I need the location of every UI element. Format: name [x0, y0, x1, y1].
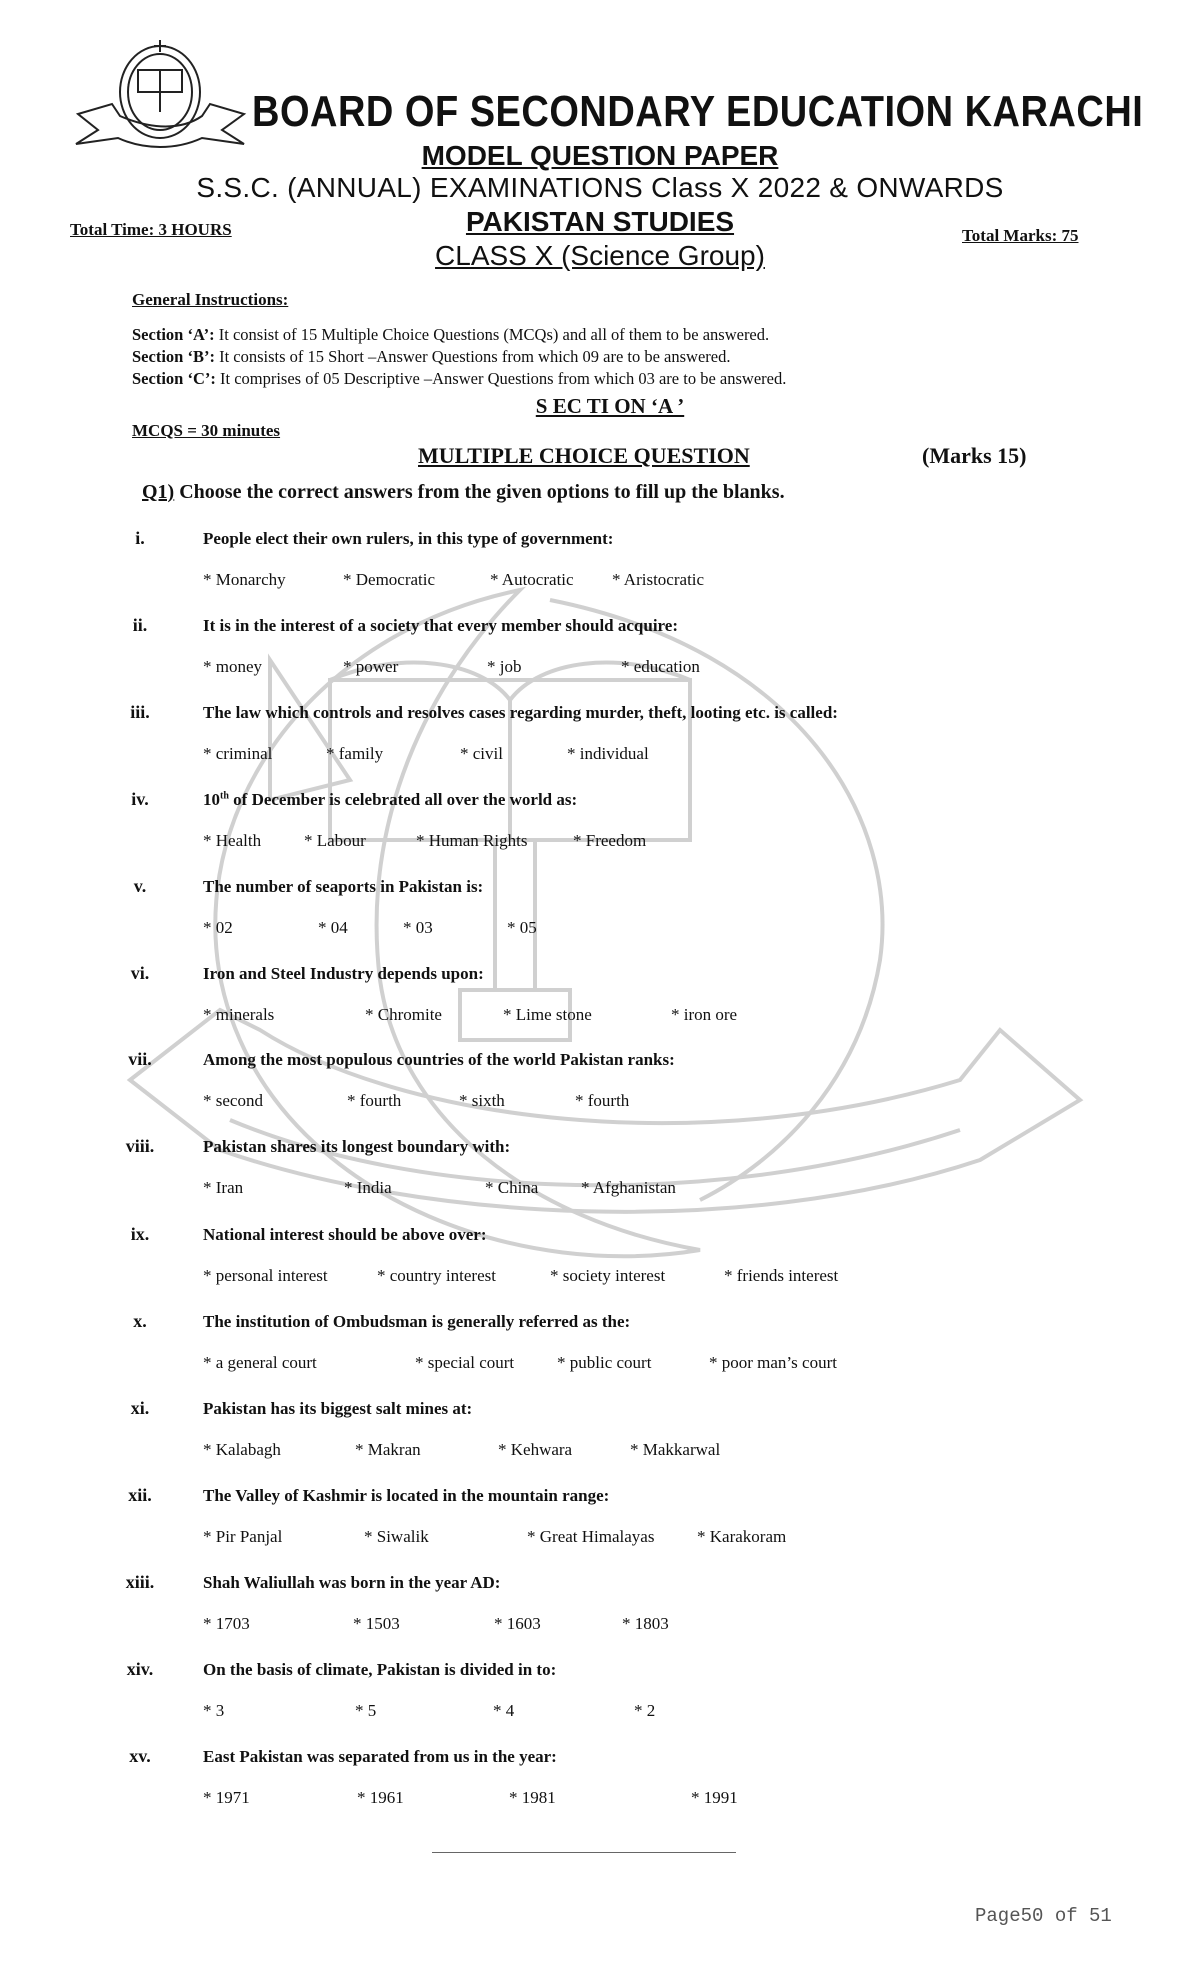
question-text: East Pakistan was separated from us in the year: — [203, 1747, 557, 1766]
question-text: It is in the interest of a society that every member should acquire: — [203, 616, 678, 635]
option: * 4 — [493, 1701, 515, 1720]
option: * 02 — [203, 918, 233, 937]
option: * Kehwara — [498, 1440, 573, 1459]
option: * 3 — [203, 1701, 225, 1720]
option: * Chromite — [365, 1005, 442, 1024]
option: * Lime stone — [503, 1005, 592, 1024]
option: * Makran — [355, 1440, 421, 1459]
option: * special court — [415, 1353, 515, 1372]
option: * Freedom — [573, 831, 647, 850]
option: * individual — [567, 744, 649, 763]
subject-title: PAKISTAN STUDIES — [465, 206, 735, 237]
option: * friends interest — [724, 1266, 839, 1285]
option: * India — [344, 1178, 392, 1197]
question-number: xii. — [128, 1485, 152, 1505]
option: * a general court — [203, 1353, 317, 1372]
option: * 04 — [318, 918, 348, 937]
mcq-marks: (Marks 15) — [922, 443, 1027, 468]
question-number: iv. — [131, 789, 149, 809]
option: * 1703 — [203, 1614, 250, 1633]
question-text: The number of seaports in Pakistan is: — [203, 877, 484, 896]
option: * Aristocratic — [612, 570, 705, 589]
option: * 1603 — [494, 1614, 541, 1633]
option: * society interest — [550, 1266, 666, 1285]
question-text: The law which controls and resolves cases regarding murder, theft, looting etc. is called: — [203, 703, 838, 722]
option: * public court — [557, 1353, 652, 1372]
option: * 1803 — [622, 1614, 669, 1633]
option: * China — [485, 1178, 539, 1197]
option: * 2 — [634, 1701, 656, 1720]
instruction-section-b: Section ‘B’: It consists of 15 Short –Answer Questions from which 09 are to be answered. — [132, 347, 731, 366]
total-marks: Total Marks: 75 — [962, 226, 1079, 245]
question-text: 10th of December is celebrated all over the world as: — [203, 790, 578, 809]
option: * Kalabagh — [203, 1440, 281, 1459]
option: * fourth — [347, 1091, 402, 1110]
question-text: On the basis of climate, Pakistan is divided in to: — [203, 1660, 557, 1679]
question-number: vi. — [130, 963, 150, 983]
option: * Siwalik — [364, 1527, 429, 1546]
option: * fourth — [575, 1091, 630, 1110]
instruction-section-c: Section ‘C’: It comprises of 05 Descriptive –Answer Questions from which 03 are to be answered. — [132, 369, 787, 388]
section-a-title: S EC TI ON ‘A ’ — [535, 394, 685, 418]
option: * Afghanistan — [581, 1178, 676, 1197]
question-text: Shah Waliullah was born in the year AD: — [203, 1573, 501, 1592]
option: * Great Himalayas — [527, 1527, 655, 1546]
option: * Monarchy — [203, 570, 286, 589]
option: * Democratic — [343, 570, 436, 589]
option: * 1991 — [691, 1788, 738, 1807]
question-text: National interest should be above over: — [203, 1225, 487, 1244]
total-time: Total Time: 3 HOURS — [70, 220, 232, 239]
option: * personal interest — [203, 1266, 328, 1285]
option: * Karakoram — [697, 1527, 787, 1546]
option: * 1961 — [357, 1788, 404, 1807]
option: * civil — [460, 744, 503, 763]
question-text: Pakistan shares its longest boundary with: — [203, 1137, 511, 1156]
option: * power — [343, 657, 399, 676]
option: * job — [487, 657, 522, 676]
end-rule — [432, 1852, 736, 1853]
option: * education — [621, 657, 700, 676]
question-number: vii. — [128, 1049, 152, 1069]
option: * Pir Panjal — [203, 1527, 283, 1546]
question-text: Iron and Steel Industry depends upon: — [203, 964, 484, 983]
question-number: xiii. — [125, 1572, 155, 1592]
exam-title: S.S.C. (ANNUAL) EXAMINATIONS Class X 2022 & ONWARDS — [196, 172, 1004, 203]
option: * poor man’s court — [709, 1353, 837, 1372]
mcq-time: MCQS = 30 minutes — [132, 421, 281, 440]
option: * Iran — [203, 1178, 244, 1197]
option: * Autocratic — [490, 570, 574, 589]
option: * family — [326, 744, 384, 763]
option: * Makkarwal — [630, 1440, 721, 1459]
question-number: x. — [133, 1311, 147, 1331]
option: * country interest — [377, 1266, 496, 1285]
question-text: Among the most populous countries of the world Pakistan ranks: — [203, 1050, 675, 1069]
option: * 1981 — [509, 1788, 556, 1807]
option: * Labour — [304, 831, 366, 850]
option: * iron ore — [671, 1005, 738, 1024]
question-number: xi. — [130, 1398, 150, 1418]
question-number: ii. — [132, 615, 148, 635]
option: * money — [203, 657, 263, 676]
instructions-heading: General Instructions: — [132, 290, 289, 309]
question-text: The Valley of Kashmir is located in the mountain range: — [203, 1486, 610, 1505]
question-number: v. — [133, 876, 147, 896]
question-number: iii. — [130, 702, 150, 722]
question-text: Pakistan has its biggest salt mines at: — [203, 1399, 473, 1418]
option: * minerals — [203, 1005, 275, 1024]
option: * 05 — [507, 918, 537, 937]
page-number: Page50 of 51 — [975, 1905, 1112, 1927]
instruction-section-a: Section ‘A’: It consist of 15 Multiple Choice Questions (MCQs) and all of them to be answered. — [132, 325, 770, 344]
q1-instruction: Q1) Choose the correct answers from the given options to fill up the blanks. — [142, 481, 785, 503]
question-number: xiv. — [126, 1659, 154, 1679]
option: * second — [203, 1091, 263, 1110]
board-title: BOARD OF SECONDARY EDUCATION KARACHI — [252, 88, 1144, 137]
mcq-heading: MULTIPLE CHOICE QUESTION — [418, 443, 750, 468]
question-number: xv. — [129, 1746, 151, 1766]
question-text: People elect their own rulers, in this type of government: — [203, 529, 614, 548]
paper-type: MODEL QUESTION PAPER — [421, 140, 779, 171]
option: * 1503 — [353, 1614, 400, 1633]
option: * 1971 — [203, 1788, 250, 1807]
option: * criminal — [203, 744, 273, 763]
question-text: The institution of Ombudsman is generally referred as the: — [203, 1312, 631, 1331]
question-number: ix. — [130, 1224, 150, 1244]
option: * 5 — [355, 1701, 377, 1720]
question-number: i. — [135, 528, 145, 548]
option: * 03 — [403, 918, 433, 937]
question-number: viii. — [125, 1136, 155, 1156]
option: * Human Rights — [416, 831, 528, 850]
class-group: CLASS X (Science Group) — [435, 240, 765, 271]
option: * sixth — [459, 1091, 505, 1110]
option: * Health — [203, 831, 262, 850]
